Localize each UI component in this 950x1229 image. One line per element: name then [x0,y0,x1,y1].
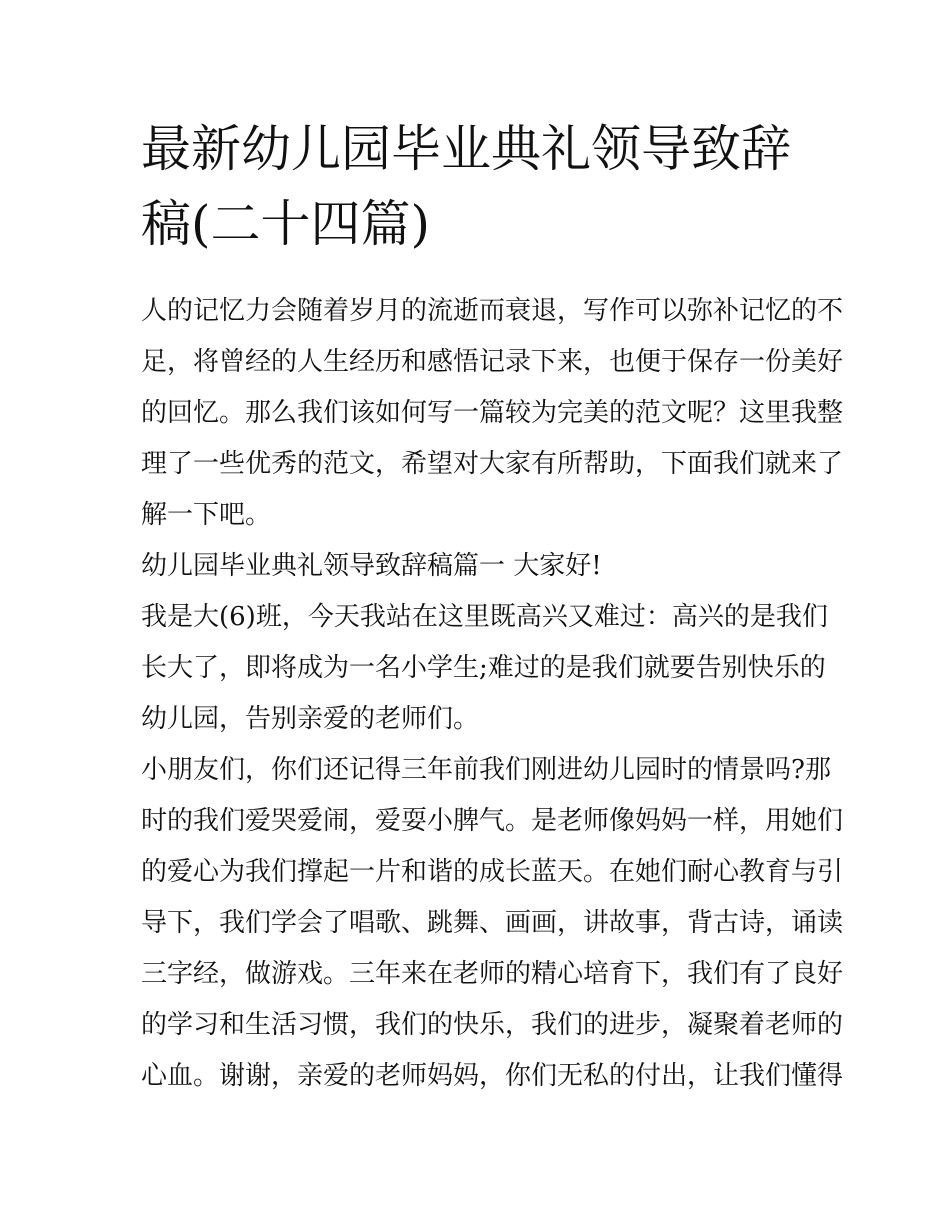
text-line: 的爱心为我们撑起一片和谐的成长蓝天。在她们耐心教育与引 [141,857,844,887]
text-line: 的回忆。那么我们该如何写一篇较为完美的范文呢？这里我整 [141,398,844,428]
text-line: 理了一些优秀的范文，希望对大家有所帮助，下面我们就来了 [141,449,844,479]
speech-paragraph [141,592,828,745]
text-line: 人的记忆力会随着岁月的流逝而衰退，写作可以弥补记忆的不 [141,296,844,326]
text-line: 幼儿园，告别亲爱的老师们。 [141,704,480,734]
text-line: 解一下吧。 [141,500,272,530]
text-line: 小朋友们，你们还记得三年前我们刚进幼儿园时的情景吗?那 [141,755,831,785]
text-line: 长大了，即将成为一名小学生;难过的是我们就要告别快乐的 [141,653,826,683]
section-heading-paragraph [141,541,821,592]
text-line: 三字经，做游戏。三年来在老师的精心培育下，我们有了良好 [141,959,844,989]
text-line: 时的我们爱哭爱闹，爱耍小脾气。是老师像妈妈一样，用她们 [141,806,844,836]
text-line: 导下，我们学会了唱歌、跳舞、画画，讲故事，背古诗，诵读 [141,908,844,938]
document-title [141,112,821,262]
document-page [141,112,844,1102]
intro-paragraph [141,286,844,541]
text-line: 的学习和生活习惯，我们的快乐，我们的进步，凝聚着老师的 [141,1010,844,1040]
text-line: 心血。谢谢，亲爱的老师妈妈，你们无私的付出，让我们懂得 [141,1061,844,1091]
speech-paragraph [141,745,844,1102]
title-line: 稿(二十四篇) [141,195,431,253]
text-line: 幼儿园毕业典礼领导致辞稿篇一 大家好! [141,551,602,581]
title-line: 最新幼儿园毕业典礼领导致辞 [141,120,791,178]
document-body [141,286,844,1102]
text-line: 足，将曾经的人生经历和感悟记录下来，也便于保存一份美好 [141,347,844,377]
text-line: 我是大(6)班，今天我站在这里既高兴又难过：高兴的是我们 [141,602,828,632]
